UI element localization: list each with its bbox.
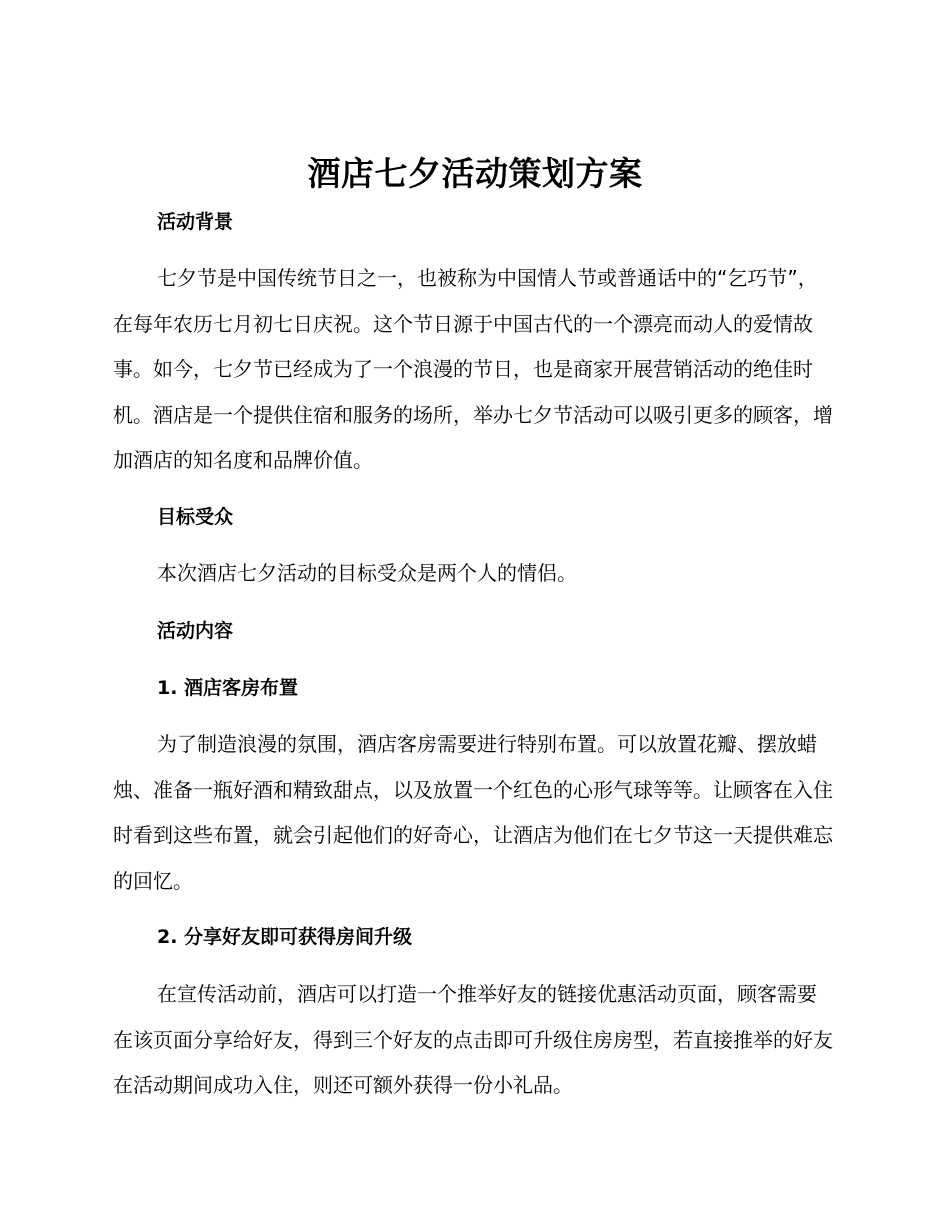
paragraph-referral-upgrade: 在宣传活动前，酒店可以打造一个推举好友的链接优惠活动页面，顾客需要在该页面分享给好友，得到三个好友的点击即可升级住房房型，若直接推举的好友在活动期间成功入住，则还可额外获得一份小礼品。 bbox=[113, 982, 833, 1097]
subsection-heading-referral-upgrade: 2. 分享好友即可获得房间升级 bbox=[157, 926, 413, 948]
paragraph-audience: 本次酒店七夕活动的目标受众是两个人的情侣。 bbox=[157, 561, 577, 585]
section-heading-content: 活动内容 bbox=[157, 620, 234, 642]
subsection-heading-room-decoration: 1. 酒店客房布置 bbox=[157, 677, 299, 699]
section-heading-audience: 目标受众 bbox=[157, 506, 234, 528]
document-title: 酒店七夕活动策划方案 bbox=[307, 154, 643, 193]
paragraph-room-decoration: 为了制造浪漫的氛围，酒店客房需要进行特别布置。可以放置花瓣、摆放蜡烛、准备一瓶好酒和精致甜点，以及放置一个红色的心形气球等等。让顾客在入住时看到这些布置，就会引起他们的好奇心，让酒店为他们在七夕节这一天提供难忘的回忆。 bbox=[113, 732, 833, 893]
paragraph-background: 七夕节是中国传统节日之一，也被称为中国情人节或普通话中的“乞巧节”，在每年农历七月初七日庆祝。这个节日源于中国古代的一个漂亮而动人的爱情故事。如今，七夕节已经成为了一个浪漫的节日，也是商家开展营销活动的绝佳时机。酒店是一个提供住宿和服务的场所，举办七夕节活动可以吸引更多的顾客，增加酒店的知名度和品牌价值。 bbox=[113, 266, 833, 472]
section-heading-background: 活动背景 bbox=[157, 211, 234, 233]
